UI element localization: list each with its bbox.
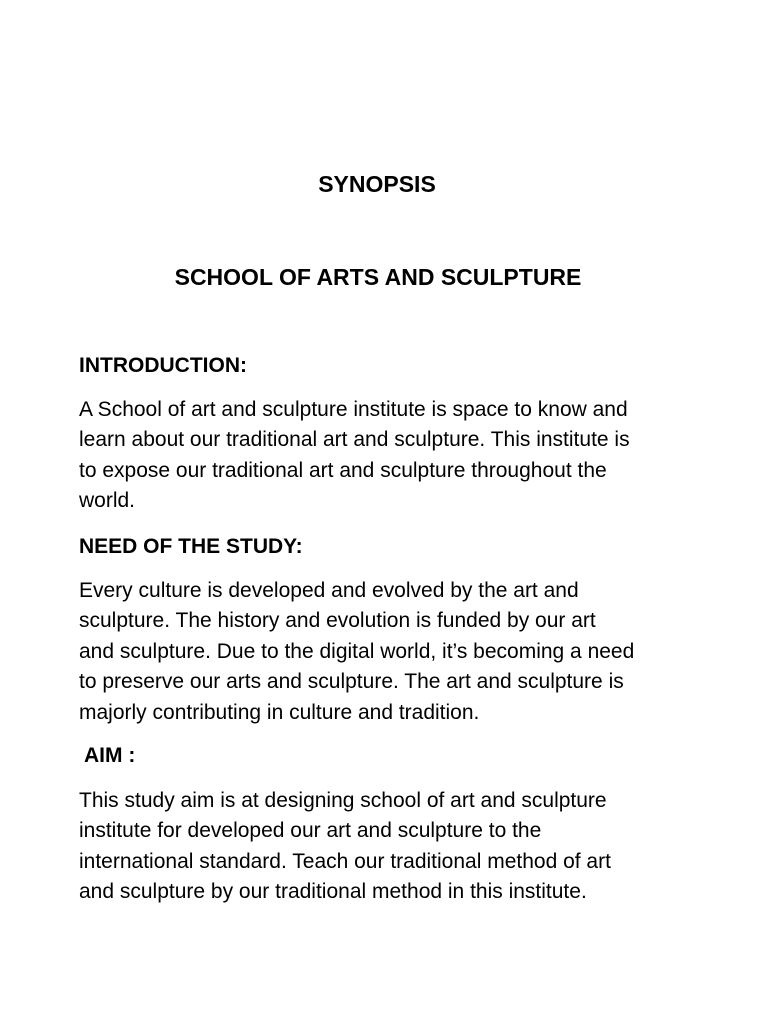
text-line: international standard. Teach our traditional method of art xyxy=(79,849,611,873)
text-line: to preserve our arts and sculpture. The art and sculpture is xyxy=(79,670,624,694)
document-title: SYNOPSIS xyxy=(318,171,436,197)
text-line: A School of art and sculpture institute is space to know and xyxy=(79,398,628,421)
text-line: and sculpture. Due to the digital world, it’s becoming a need xyxy=(79,639,635,663)
text-line: Every culture is developed and evolved by the art and xyxy=(79,579,579,602)
section-heading-need-of-the-study: NEED OF THE STUDY: xyxy=(79,535,303,558)
section-body-need-of-the-study xyxy=(79,576,699,728)
text-line: to expose our traditional art and sculpture throughout the xyxy=(79,458,607,482)
section-heading-aim: AIM : xyxy=(84,744,136,767)
text-line: world. xyxy=(79,489,136,513)
text-line: and sculpture by our traditional method in this institute. xyxy=(79,880,587,904)
text-line: institute for developed our art and sculpture to the xyxy=(79,819,542,843)
text-line: learn about our traditional art and sculpture. This institute is xyxy=(79,428,630,452)
document-subtitle: SCHOOL OF ARTS AND SCULPTURE xyxy=(174,264,582,290)
text-line: sculpture. The history and evolution is funded by our art xyxy=(79,609,596,633)
section-body-introduction xyxy=(79,395,699,517)
section-body-aim xyxy=(79,786,699,908)
text-line: This study aim is at designing school of art and sculpture xyxy=(79,789,607,812)
section-heading-introduction: INTRODUCTION: xyxy=(79,354,247,377)
text-line: majorly contributing in culture and tradition. xyxy=(79,700,480,724)
